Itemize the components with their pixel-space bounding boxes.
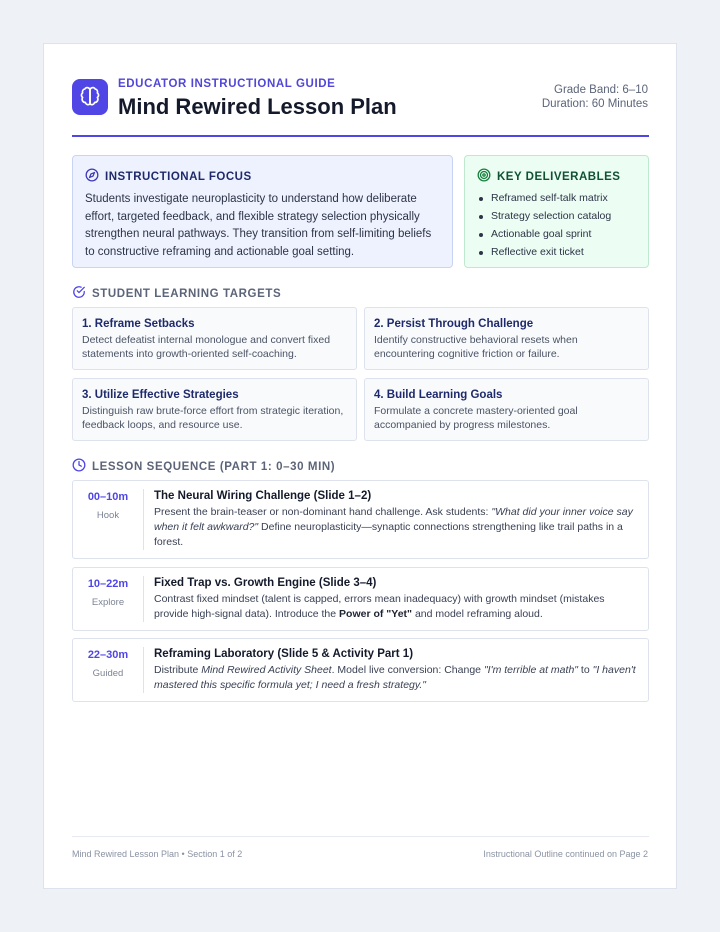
lesson-sequence-heading: LESSON SEQUENCE (PART 1: 0–30 MIN) xyxy=(72,458,335,475)
row-divider xyxy=(143,647,144,693)
duration: Duration: 60 Minutes xyxy=(541,98,648,110)
list-item: Reflective exit ticket xyxy=(477,243,636,261)
activity-title: The Neural Wiring Challenge (Slide 1–2) xyxy=(154,490,372,502)
footer-section-label: Mind Rewired Lesson Plan • Section 1 of 2 xyxy=(72,849,243,859)
sequence-body xyxy=(154,647,638,693)
learning-target-card xyxy=(72,378,357,441)
check-circle-icon xyxy=(72,285,86,302)
learning-targets-heading: STUDENT LEARNING TARGETS xyxy=(72,285,281,302)
sequence-body xyxy=(154,576,638,622)
instructional-focus-panel xyxy=(72,155,453,268)
footer-continuation-note: Instructional Outline continued on Page 2 xyxy=(483,849,648,859)
sequence-time-block xyxy=(73,481,143,558)
sequence-body xyxy=(154,489,638,550)
header-divider xyxy=(72,135,649,137)
target-title: 3. Utilize Effective Strategies xyxy=(82,389,239,401)
document-eyebrow: EDUCATOR INSTRUCTIONAL GUIDE xyxy=(118,78,336,90)
brain-icon xyxy=(72,79,108,115)
key-deliverables-heading: KEY DELIVERABLES xyxy=(477,168,636,185)
learning-target-card xyxy=(72,307,357,370)
sequence-time-block xyxy=(73,568,143,630)
instructional-focus-heading: INSTRUCTIONAL FOCUS xyxy=(85,168,440,185)
activity-description: Distribute Mind Rewired Activity Sheet. Model live conversion: Change "I'm terrible at math" to "I haven't mastered this specific formula yet; I need a fresh strategy." xyxy=(154,664,636,691)
grade-band: Grade Band: 6–10 xyxy=(554,84,648,96)
lesson-sequence-row xyxy=(72,480,649,559)
lesson-sequence-row xyxy=(72,638,649,702)
target-description: Distinguish raw brute-force effort from strategic iteration, feedback loops, and resource use. xyxy=(82,405,344,431)
time-range: 22–30m xyxy=(87,649,129,661)
time-range: 10–22m xyxy=(87,578,129,590)
target-description: Detect defeatist internal monologue and convert fixed statements into growth-oriented self-coaching. xyxy=(82,334,331,360)
time-range: 00–10m xyxy=(87,491,129,503)
target-description: Formulate a concrete mastery-oriented goal accompanied by progress milestones. xyxy=(374,405,578,431)
clock-icon xyxy=(72,458,86,475)
list-item: Strategy selection catalog xyxy=(477,207,636,225)
lesson-sequence-row xyxy=(72,567,649,631)
key-deliverables-panel xyxy=(464,155,649,268)
target-description: Identify constructive behavioral resets when encountering cognitive friction or failure. xyxy=(374,334,578,360)
list-item: Reframed self-talk matrix xyxy=(477,189,636,207)
target-title: 1. Reframe Setbacks xyxy=(82,318,195,330)
target-title: 4. Build Learning Goals xyxy=(374,389,503,401)
activity-description: Present the brain-teaser or non-dominant hand challenge. Ask students: "What did your inner voice say when it felt awkward?" Define neuroplasticity—synaptic connections strengthening like trail paths in a forest. xyxy=(154,506,633,548)
sequence-time-block xyxy=(73,639,143,701)
deliverables-list xyxy=(477,189,636,261)
lesson-plan-page xyxy=(43,43,677,889)
phase-label: Guided xyxy=(92,668,124,679)
activity-title: Fixed Trap vs. Growth Engine (Slide 3–4) xyxy=(154,577,377,589)
document-meta xyxy=(542,83,648,111)
learning-target-card xyxy=(364,378,649,441)
activity-title: Reframing Laboratory (Slide 5 & Activity Part 1) xyxy=(154,648,414,660)
row-divider xyxy=(143,489,144,550)
phase-label: Hook xyxy=(96,510,120,521)
target-icon xyxy=(477,168,491,185)
instructional-focus-text: Students investigate neuroplasticity to understand how deliberate effort, targeted feedback, and flexible strategy selection physically strengthen neural pathways. They transition from self-limiting beliefs to constructive reframing and actionable goal setting. xyxy=(85,193,432,258)
footer-divider xyxy=(72,836,649,837)
list-item: Actionable goal sprint xyxy=(477,225,636,243)
row-divider xyxy=(143,576,144,622)
activity-description: Contrast fixed mindset (talent is capped, errors mean inadequacy) with growth mindset (mistakes provide high-signal data). Introduce the Power of "Yet" and model reframing aloud. xyxy=(154,593,605,620)
learning-target-card xyxy=(364,307,649,370)
compass-icon xyxy=(85,168,99,185)
target-title: 2. Persist Through Challenge xyxy=(374,318,534,330)
phase-label: Explore xyxy=(91,597,125,608)
page-title: Mind Rewired Lesson Plan xyxy=(118,94,397,119)
